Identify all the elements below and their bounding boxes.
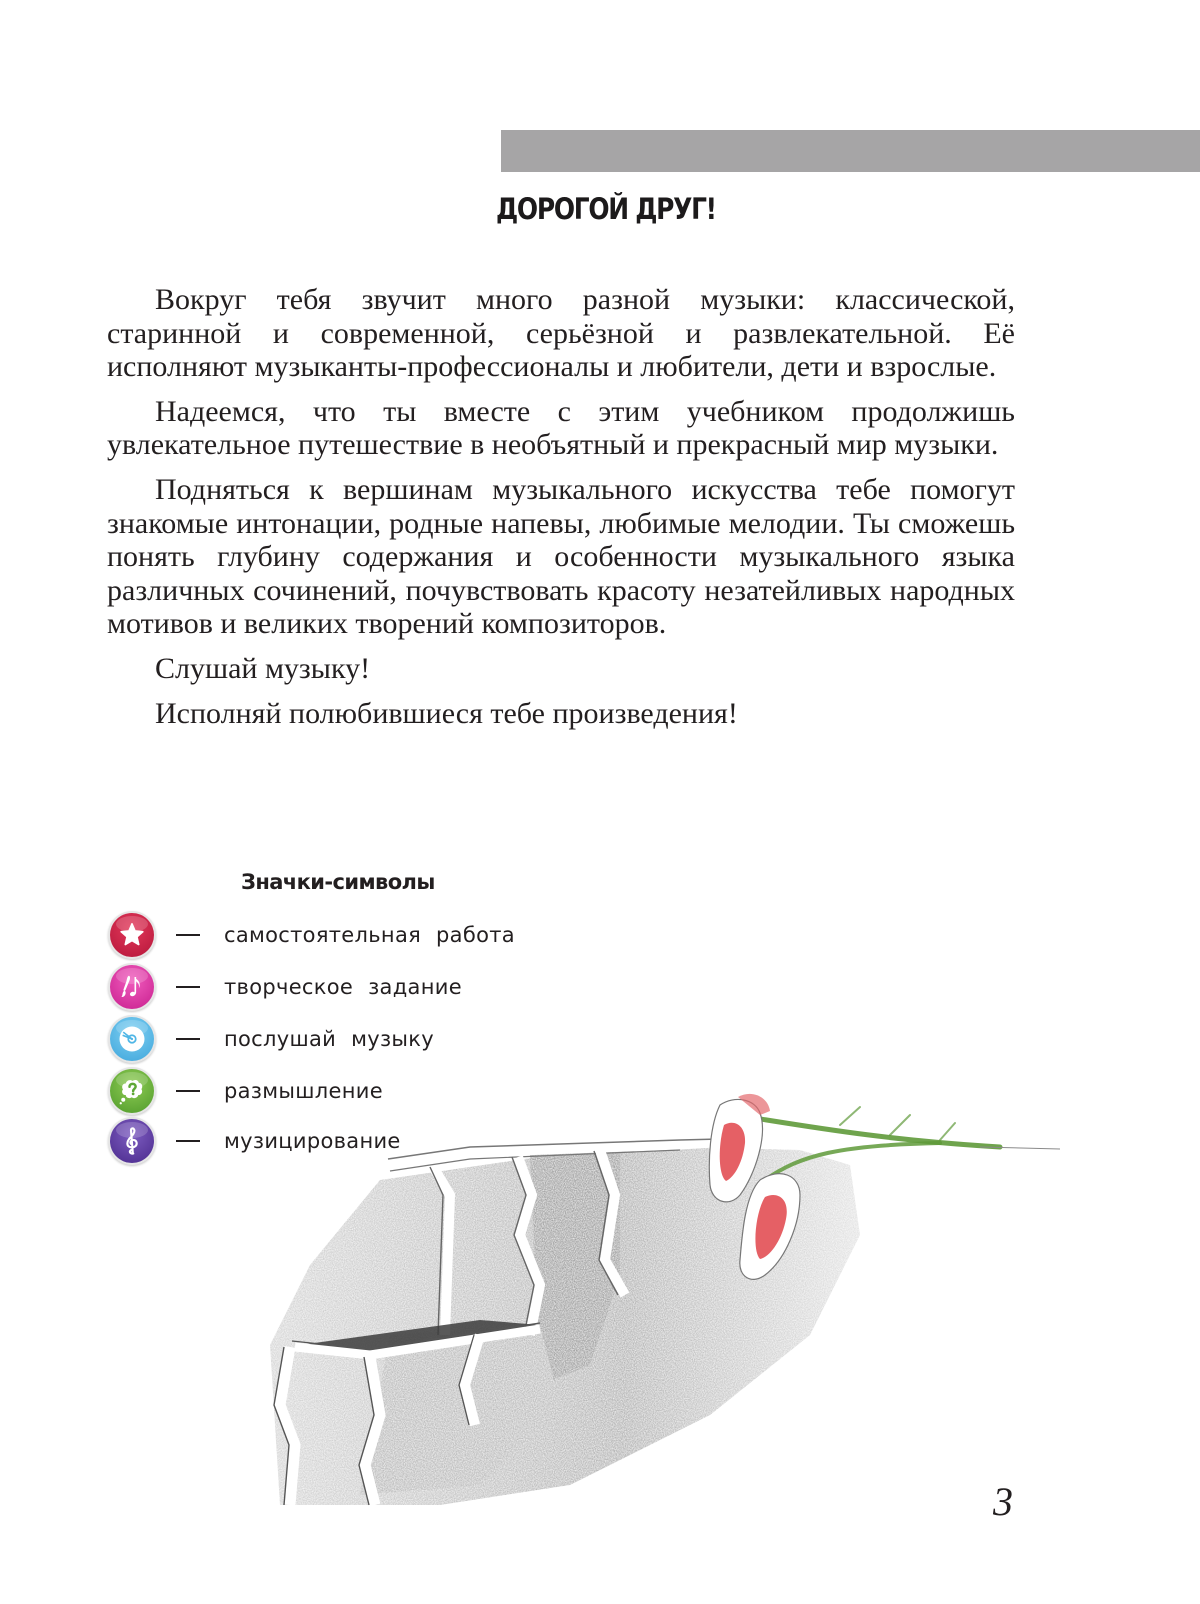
treble-clef-icon [110, 1119, 154, 1163]
legend-label: самостоятельная работа [224, 923, 515, 947]
legend-label: размышление [224, 1079, 383, 1103]
paragraph-2: Надеемся, что ты вместе с этим учебником продолжишь увлекательное путешествие в необъятный и прекрасный мир музыки. [107, 394, 1015, 462]
legend-title: Значки-символы [241, 870, 435, 894]
legend-item-creative-task [110, 964, 462, 1010]
intro-text [107, 283, 1015, 741]
legend-item-listen-music [110, 1016, 434, 1062]
dash-separator [176, 986, 200, 988]
paragraph-1: Вокруг тебя звучит много разной музыки: классической, старинной и современной, серьёзной и развлекательной. Её исполняют музыканты-профессионалы и любители, дети и взрослые. [107, 283, 1015, 384]
dash-separator [176, 1038, 200, 1040]
header-decorative-bar [501, 130, 1200, 172]
dash-separator [176, 1090, 200, 1092]
brush-note-icon [110, 965, 154, 1009]
paragraph-4: Слушай музыку! [155, 651, 371, 685]
paragraph-3: Подняться к вершинам музыкального искусства тебе помогут знакомые интонации, родные напевы, любимые мелодии. Ты сможешь понять глубину содержания и особенности музыкального языка различных сочинений, почувствовать красоту незатейливых народных мотивов и великих творений композиторов. [107, 472, 1015, 641]
chair-tulips-illustration [240, 1085, 1100, 1515]
paragraph-5: Исполняй полюбившиеся тебе произведения! [155, 696, 738, 730]
disc-icon [110, 1017, 154, 1061]
legend-label: послушай музыку [224, 1027, 435, 1051]
thought-question-icon [110, 1069, 154, 1113]
page-title: ДОРОГОЙ ДРУГ! [496, 192, 716, 226]
dash-separator [176, 1140, 200, 1142]
dash-separator [176, 934, 200, 936]
legend-label: музицирование [224, 1129, 401, 1153]
star-icon [110, 913, 154, 957]
legend-label: творческое задание [224, 975, 462, 999]
page-number: 3 [993, 1479, 1013, 1524]
legend-item-independent-work [110, 912, 515, 958]
